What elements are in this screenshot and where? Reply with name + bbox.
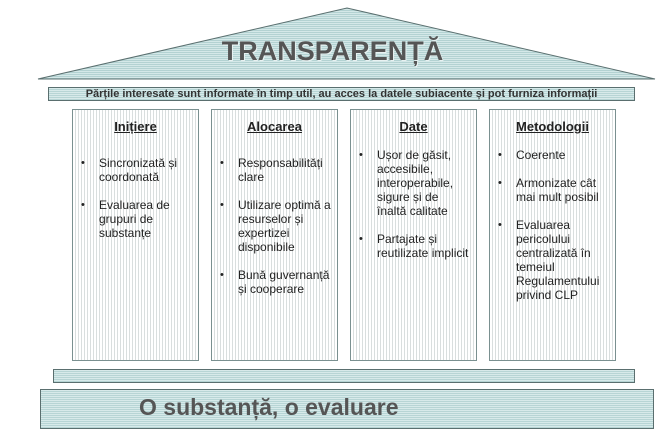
pillar-item: • Utilizare optimă a resurselor și expertizei disponibile [212, 198, 337, 254]
pillar-title: Date [399, 119, 428, 134]
pillar-item: • Ușor de găsit, accesibile, interoperabile, sigure și de înaltă calitate [351, 148, 476, 218]
pillar-title: Metodologii [516, 119, 589, 134]
plinth [53, 369, 635, 383]
pillar-title: Alocarea [247, 119, 302, 134]
pillar-item: • Coerente [490, 148, 615, 162]
foundation-text: O substanță, o evaluare [139, 394, 399, 420]
pillar-item: • Bună guvernanță și cooperare [212, 268, 337, 296]
pillar-alocarea [211, 109, 338, 361]
pillar-title: Inițiere [114, 119, 157, 134]
pillar-item: • Evaluarea pericolului centralizată în temeiul Regulamentului privind CLP [490, 218, 615, 302]
banner: Părțile interesate sunt informate în timp util, au acces la datele subiacente și pot furniza informații [48, 87, 635, 101]
pillar-item: • Sincronizată și coordonată [73, 156, 198, 184]
pillar-date [350, 109, 477, 361]
pillar-item: • Evaluarea de grupuri de substanțe [73, 198, 198, 240]
foundation [40, 389, 654, 429]
pillar-item: • Armonizate cât mai mult posibil [490, 176, 615, 204]
pillar-item: • Responsabilități clare [212, 156, 337, 184]
pillar-metodologii [489, 109, 616, 361]
roof-title: TRANSPARENȚĂ [221, 36, 444, 66]
pillar-initiere [72, 109, 199, 361]
pillar-item: • Partajate și reutilizate implicit [351, 232, 476, 260]
